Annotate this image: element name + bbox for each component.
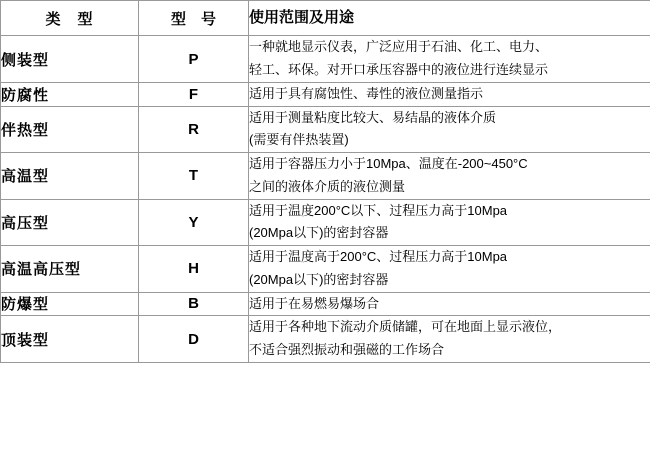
row-description [249, 106, 650, 153]
row-type: 顶装型 [1, 316, 139, 363]
row-model: F [139, 82, 249, 106]
table-row [1, 316, 650, 363]
description-line: (20Mpa以下)的密封容器 [249, 225, 389, 241]
header-cell-type: 类 型 [1, 1, 139, 36]
row-description [249, 316, 650, 363]
description-line: 适用于在易燃易爆场合 [249, 295, 380, 311]
description-line: 适用于测量粘度比较大、易结晶的液体介质 [249, 109, 497, 125]
description-line: 适用于各种地下流动介质储罐，可在地面上显示液位， [249, 319, 562, 335]
description-line: (20Mpa以下)的密封容器 [249, 271, 389, 287]
description-line: 轻工、环保。对开口承压容器中的液位进行连续显示 [249, 62, 549, 77]
row-model: P [139, 36, 249, 83]
row-model: Y [139, 199, 249, 246]
row-type: 防腐性 [1, 82, 139, 106]
description-line: 适用于温度高于200°C、过程压力高于10Mpa [249, 249, 508, 264]
description-line: (需要有伴热装置) [249, 132, 349, 148]
table-row [1, 153, 650, 200]
row-description [249, 153, 650, 200]
description-line: 适用于温度200°C以下、过程压力高于10Mpa [249, 202, 508, 218]
row-description [249, 82, 650, 106]
row-model: T [139, 153, 249, 200]
table-row [1, 199, 650, 246]
row-type: 伴热型 [1, 106, 139, 153]
row-type: 高压型 [1, 199, 139, 246]
row-type: 防爆型 [1, 292, 139, 316]
row-type: 侧装型 [1, 36, 139, 83]
row-description [249, 292, 650, 316]
table-row [1, 246, 650, 293]
row-model: D [139, 316, 249, 363]
table-row [1, 292, 650, 316]
description-line: 一种就地显示仪表，广泛应用于石油、化工、电力、 [249, 39, 549, 55]
row-model: B [139, 292, 249, 316]
table-header-row [1, 1, 650, 36]
row-description [249, 246, 650, 293]
description-line: 之间的液体介质的液位测量 [249, 178, 406, 194]
row-model: H [139, 246, 249, 293]
description-line: 不适合强烈振动和强磁的工作场合 [249, 342, 445, 357]
header-cell-model: 型 号 [139, 1, 249, 36]
row-model: R [139, 106, 249, 153]
table-row [1, 36, 650, 83]
table-row [1, 82, 650, 106]
row-type: 高温高压型 [1, 246, 139, 293]
header-cell-description: 使用范围及用途 [249, 1, 650, 36]
table-row [1, 106, 650, 153]
row-type: 高温型 [1, 153, 139, 200]
row-description [249, 199, 650, 246]
description-line: 适用于具有腐蚀性、毒性的液位测量指示 [249, 85, 484, 101]
description-line: 适用于容器压力小于10Mpa、温度在-200~450°C [249, 156, 528, 171]
row-description [249, 36, 650, 83]
